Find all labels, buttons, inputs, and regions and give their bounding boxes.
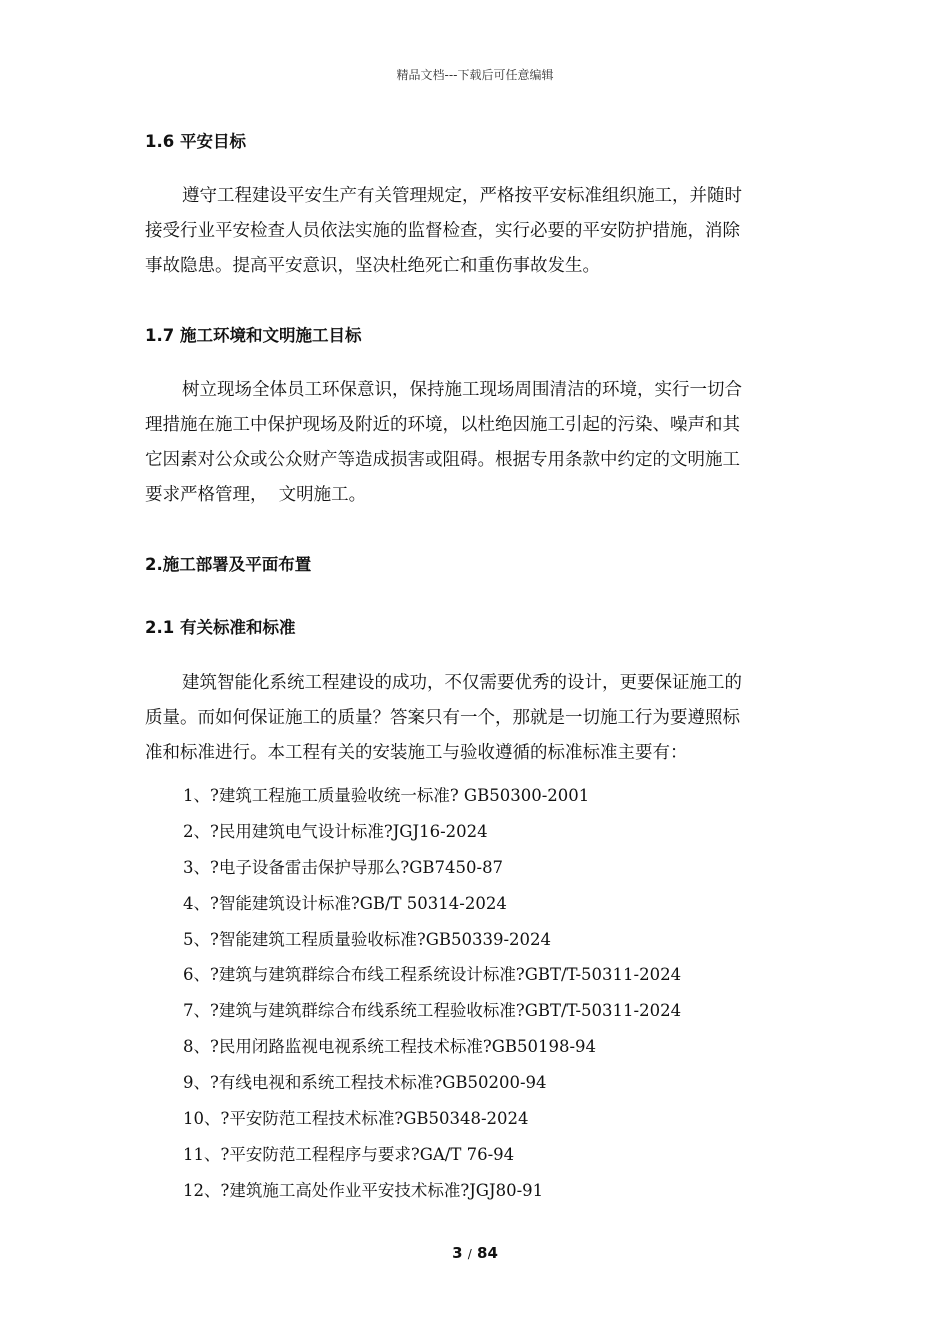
list-item: 1、?建筑工程施工质量验收统一标准? GB50300-2001 — [183, 786, 590, 805]
paragraph-line: 质量。而如何保证施工的质量？答案只有一个，那就是一切施工行为要遵照标 — [145, 708, 740, 728]
paragraph-line: 理措施在施工中保护现场及附近的环境，以杜绝因施工引起的污染、噪声和其 — [145, 415, 740, 435]
paragraph-line: 建筑智能化系统工程建设的成功，不仅需要优秀的设计，更要保证施工的 — [182, 673, 742, 693]
current-page: 3 — [452, 1244, 463, 1262]
list-item: 9、?有线电视和系统工程技术标准?GB50200-94 — [183, 1073, 547, 1093]
paragraph-1-6 — [145, 179, 810, 284]
paragraph-line: 准和标准进行。本工程有关的安装施工与验收遵循的标准标准主要有： — [145, 743, 688, 763]
paragraph-line: 事故隐患。提高平安意识，坚决杜绝死亡和重伤事故发生。 — [145, 256, 600, 276]
page-separator: / — [467, 1247, 472, 1261]
paragraph-line: 它因素对公众或公众财产等造成损害或阻碍。根据专用条款中约定的文明施工 — [145, 450, 740, 470]
page-number — [0, 1244, 950, 1262]
paragraph-line: 树立现场全体员工环保意识，保持施工现场周围清洁的环境，实行一切合 — [182, 380, 742, 400]
list-item: 6、?建筑与建筑群综合布线工程系统设计标准?GBT/T-50311-2024 — [183, 965, 682, 985]
heading-1-7: 1.7 施工环境和文明施工目标 — [145, 326, 362, 345]
list-item: 5、?智能建筑工程质量验收标准?GB50339-2024 — [183, 929, 552, 949]
heading-1-6: 1.6 平安目标 — [145, 132, 246, 151]
list-item: 4、?智能建筑设计标准?GB/T 50314-2024 — [183, 893, 507, 913]
list-item: 7、?建筑与建筑群综合布线系统工程验收标准?GBT/T-50311-2024 — [183, 1001, 682, 1021]
page-header: 精品文档---下载后可任意编辑 — [396, 68, 554, 82]
list-item: 3、?电子设备雷击保护导那么?GB7450-87 — [183, 857, 504, 877]
heading-2-1: 2.1 有关标准和标准 — [145, 618, 296, 637]
paragraph-1-7 — [145, 373, 810, 513]
heading-2: 2.施工部署及平面布置 — [145, 555, 312, 574]
total-pages: 84 — [477, 1244, 498, 1262]
paragraph-line: 接受行业平安检查人员依法实施的监督检查，实行必要的平安防护措施，消除 — [145, 221, 740, 241]
list-item: 2、?民用建筑电气设计标准?JGJ16-2024 — [183, 821, 488, 841]
paragraph-2-1 — [145, 666, 810, 771]
paragraph-line: 要求严格管理， 文明施工。 — [145, 485, 367, 505]
list-item: 8、?民用闭路监视电视系统工程技术标准?GB50198-94 — [183, 1037, 597, 1057]
standards-list — [183, 781, 681, 1212]
list-item: 10、?平安防范工程技术标准?GB50348-2024 — [183, 1109, 529, 1129]
list-item: 12、?建筑施工高处作业平安技术标准?JGJ80-91 — [183, 1180, 544, 1200]
paragraph-line: 遵守工程建设平安生产有关管理规定，严格按平安标准组织施工，并随时 — [182, 186, 742, 206]
list-item: 11、?平安防范工程程序与要求?GA/T 76-94 — [183, 1144, 515, 1164]
